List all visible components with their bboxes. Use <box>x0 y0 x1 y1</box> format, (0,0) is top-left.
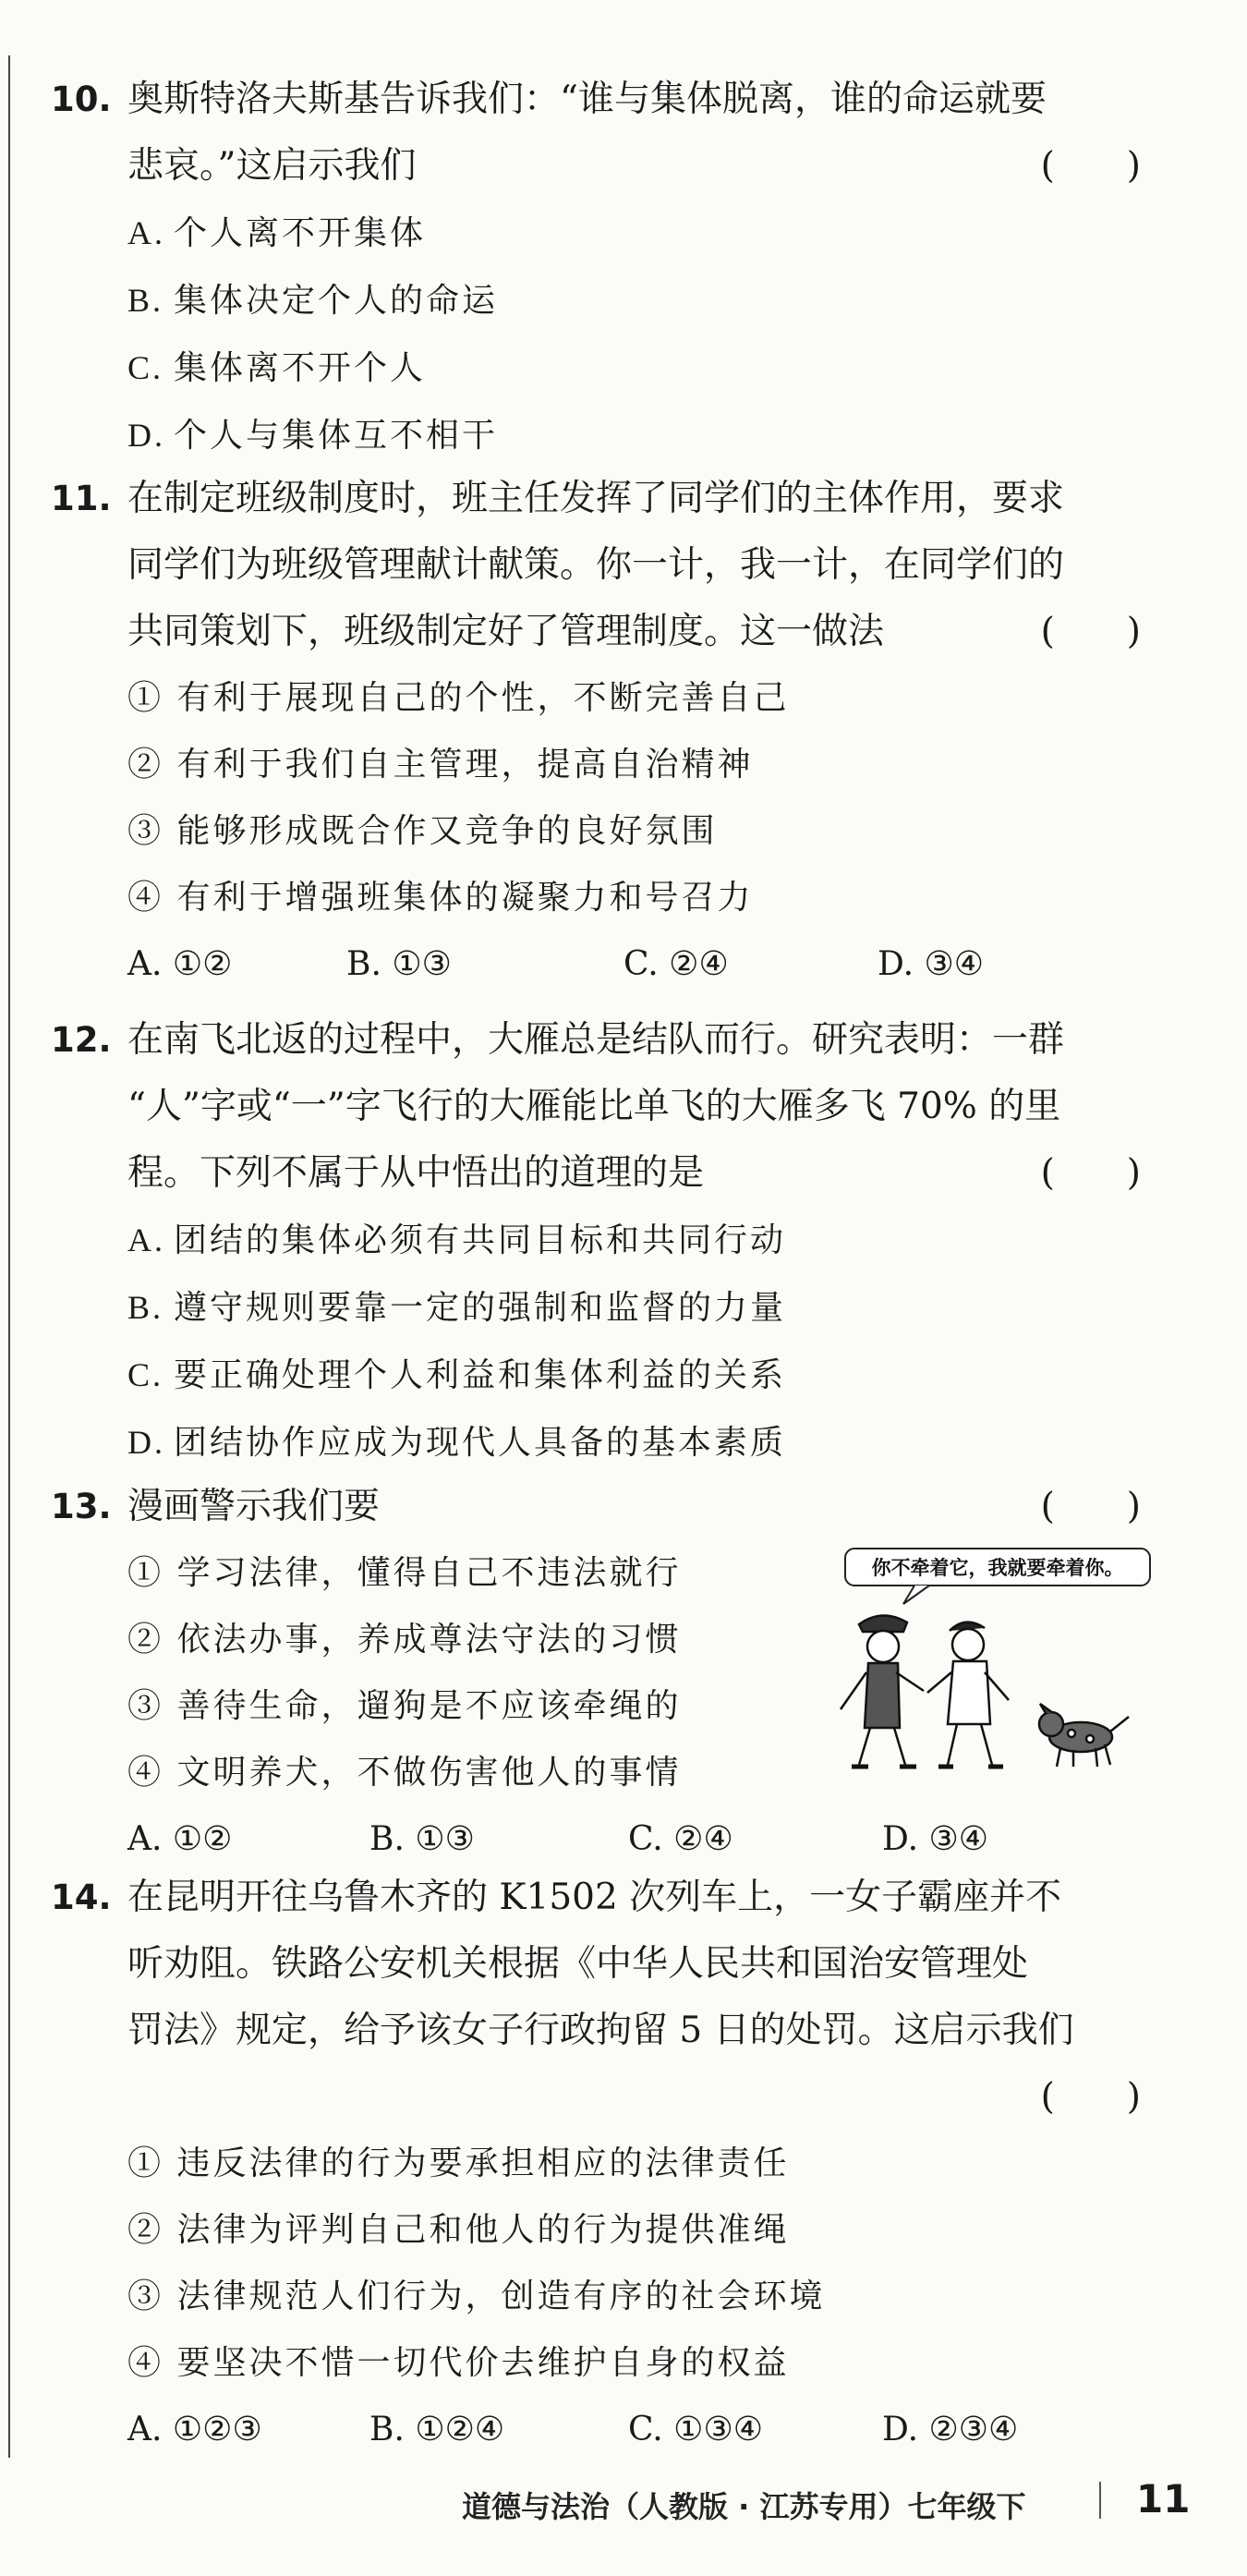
choice-row <box>51 1806 1141 1865</box>
stem-line <box>51 1140 1141 1207</box>
answer-paren[interactable]: ( ) <box>1040 611 1141 652</box>
stem-line-text: 悲哀。”这启示我们 <box>127 145 417 187</box>
question-number: 11. <box>51 479 112 518</box>
cartoon-illustration <box>804 1543 1155 1783</box>
question-10 <box>51 67 1141 469</box>
choice-a[interactable]: A. ①② <box>127 1820 233 1858</box>
statement-4: ④ 有利于增强班集体的凝聚力和号召力 <box>127 879 754 917</box>
answer-paren[interactable]: ( ) <box>1040 145 1141 187</box>
question-number: 14. <box>51 1877 112 1917</box>
footer-divider <box>1099 2482 1101 2519</box>
choice-d[interactable]: D. ②③④ <box>882 2411 1019 2448</box>
statement-3: ③ 能够形成既合作又竞争的良好氛围 <box>127 812 718 850</box>
question-12 <box>51 1007 1141 1476</box>
book-title: 道德与法治（人教版 · 江苏专用）七年级下 <box>462 2489 1026 2524</box>
man-figure <box>927 1622 1009 1767</box>
statement-3: ③ 法律规范人们行为，创造有序的社会环境 <box>127 2278 826 2315</box>
statement-3: ③ 善待生命，遛狗是不应该牵绳的 <box>127 1687 682 1725</box>
choice-row <box>51 2397 1141 2463</box>
statement-1: ① 学习法律，懂得自己不违法就行 <box>127 1554 682 1592</box>
choice-c[interactable]: C. ①③④ <box>628 2411 763 2448</box>
stem-line <box>51 133 1141 200</box>
option-a[interactable]: A. 个人离不开集体 <box>127 214 427 252</box>
choice-b[interactable]: B. ①③ <box>346 945 452 983</box>
dog-figure <box>1039 1704 1129 1767</box>
answer-paren[interactable]: ( ) <box>1040 1486 1141 1527</box>
option-d[interactable]: D. 团结协作应成为现代人具备的基本素质 <box>127 1424 787 1462</box>
option-b[interactable]: B. 遵守规则要靠一定的强制和监督的力量 <box>127 1289 787 1327</box>
choice-b[interactable]: B. ①②④ <box>369 2411 505 2448</box>
cartoon-drawing <box>804 1543 1155 1783</box>
stem-line: 罚法》规定，给予该女子行政拘留 5 日的处罚。这启示我们 <box>127 2010 1074 2051</box>
statement-1: ① 违反法律的行为要承担相应的法律责任 <box>127 2145 790 2182</box>
stem-line-text: 程。下列不属于从中悟出的道理的是 <box>127 1152 705 1194</box>
question-11 <box>51 466 1141 998</box>
choice-row <box>51 931 1141 998</box>
stem-line: 在制定班级制度时，班主任发挥了同学们的主体作用，要求 <box>127 478 1065 519</box>
stem-line: 同学们为班级管理献计献策。你一计，我一计，在同学们的 <box>127 544 1065 586</box>
speech-bubble-tail <box>903 1586 929 1604</box>
stem-line: 奥斯特洛夫斯基告诉我们：“谁与集体脱离，谁的命运就要 <box>127 79 1047 120</box>
statement-2: ② 依法办事，养成尊法守法的习惯 <box>127 1621 682 1659</box>
choice-c[interactable]: C. ②④ <box>624 945 729 983</box>
choice-c[interactable]: C. ②④ <box>628 1820 733 1858</box>
choice-a[interactable]: A. ①② <box>127 945 233 983</box>
margin-rule <box>8 55 10 2458</box>
option-a[interactable]: A. 团结的集体必须有共同目标和共同行动 <box>127 1221 787 1259</box>
stem-line-text: 共同策划下，班级制定好了管理制度。这一做法 <box>127 611 885 652</box>
police-officer-figure <box>841 1615 924 1767</box>
statement-4: ④ 要坚决不惜一切代价去维护自身的权益 <box>127 2344 790 2382</box>
option-d[interactable]: D. 个人与集体互不相干 <box>127 417 499 455</box>
stem-line: 听劝阻。铁路公安机关根据《中华人民共和国治安管理处 <box>127 1943 1029 1985</box>
statement-4: ④ 文明养犬，不做伤害他人的事情 <box>127 1754 682 1792</box>
answer-paren[interactable]: ( ) <box>1040 2076 1141 2118</box>
answer-paren[interactable]: ( ) <box>1040 1152 1141 1194</box>
statement-2: ② 有利于我们自主管理，提高自治精神 <box>127 746 754 784</box>
choice-a[interactable]: A. ①②③ <box>127 2411 262 2448</box>
stem-line <box>51 599 1141 665</box>
question-number: 12. <box>51 1020 112 1060</box>
question-number: 13. <box>51 1487 112 1526</box>
stem-line: “人”字或“一”字飞行的大雁能比单飞的大雁多飞 70% 的里 <box>127 1086 1061 1127</box>
stem-line <box>51 2064 1141 2131</box>
question-number: 10. <box>51 79 112 119</box>
stem-line: 在昆明开往乌鲁木齐的 K1502 次列车上，一女子霸座并不 <box>127 1877 1062 1918</box>
choice-d[interactable]: D. ③④ <box>882 1820 989 1858</box>
option-c[interactable]: C. 要正确处理个人利益和集体利益的关系 <box>127 1356 787 1394</box>
stem-line <box>51 1474 1141 1540</box>
stem-line-text: 漫画警示我们要 <box>127 1486 381 1527</box>
choice-d[interactable]: D. ③④ <box>878 945 985 983</box>
statement-1: ① 有利于展现自己的个性，不断完善自己 <box>127 679 790 717</box>
question-14 <box>51 1865 1141 2463</box>
option-c[interactable]: C. 集体离不开个人 <box>127 349 427 387</box>
option-b[interactable]: B. 集体决定个人的命运 <box>127 282 499 320</box>
page-number: 11 <box>1136 2476 1191 2521</box>
choice-b[interactable]: B. ①③ <box>369 1820 475 1858</box>
statement-2: ② 法律为评判自己和他人的行为提供准绳 <box>127 2211 790 2249</box>
stem-line: 在南飞北返的过程中，大雁总是结队而行。研究表明：一群 <box>127 1019 1065 1061</box>
speech-bubble-text: 你不牵着它，我就要牵着你。 <box>871 1557 1124 1579</box>
page-footer <box>462 2476 1201 2532</box>
